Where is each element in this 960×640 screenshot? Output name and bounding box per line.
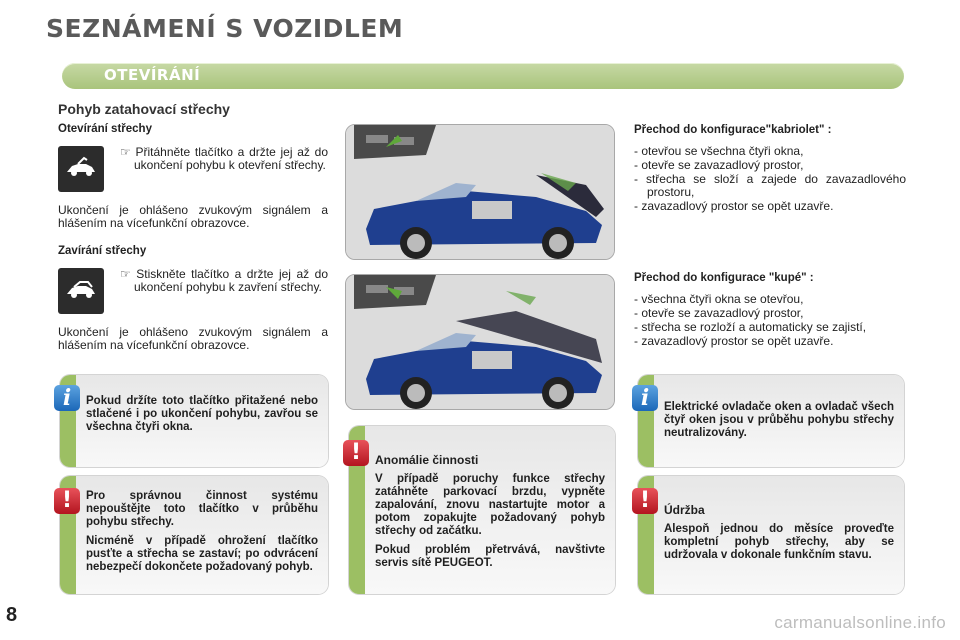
list-item: - otevřou se všechna čtyři okna, (634, 144, 804, 158)
list-item: - všechna čtyři okna se otevřou, (634, 292, 804, 306)
coupe-heading: Přechod do konfigurace "kupé" : (634, 272, 814, 284)
warning-note-middle-p1: V případě poruchy funkce střechy zatáhněte parkovací brzdu, vypněte zapalování, znovu nastartujte motor a potom zopakujte požadovaný pohyb střechy od začátku. (375, 473, 605, 537)
warning-note-right-title: Údržba (664, 503, 705, 517)
opening-note: Ukončení je ohlášeno zvukovým signálem a hlášením na vícefunkční obrazovce. (58, 203, 328, 230)
list-item: - zavazadlový prostor se opět uzavře. (634, 334, 834, 348)
car-closing-illustration (345, 274, 615, 410)
info-icon: i (632, 385, 658, 411)
opening-instruction: ☞ Přitáhněte tlačítko a držte jej až do ukončení pohybu k otevření střechy. (120, 145, 328, 172)
warning-note-middle-title: Anomálie činnosti (375, 453, 479, 467)
cabriolet-steps (634, 145, 906, 213)
section-label: OTEVÍRÁNÍ (104, 66, 201, 84)
warning-note-left-p1: Pro správnou činnost systému nepouštějte toto tlačítko v průběhu pohybu střechy. (86, 490, 318, 528)
info-icon: i (54, 385, 80, 411)
warning-note-middle-p2: Pokud problém přetrvává, navštivte servis sítě PEUGEOT. (375, 544, 605, 569)
page-number: 8 (6, 604, 18, 626)
info-note-right-text: Elektrické ovladače oken a ovladač všech čtyř oken jsou v průběhu pohybu střechy neutralizovány. (664, 401, 894, 439)
warning-note-middle (349, 426, 615, 594)
closing-heading: Zavírání střechy (58, 245, 147, 257)
coupe-steps (634, 293, 906, 348)
cabriolet-section (634, 124, 906, 214)
car-opening-illustration (345, 124, 615, 260)
warning-icon: ! (54, 488, 80, 514)
opening-heading: Otevírání střechy (58, 123, 152, 135)
watermark: carmanualsonline.info (774, 613, 946, 632)
warning-icon: ! (632, 488, 658, 514)
closing-instruction: ☞ Stiskněte tlačítko a držte jej až do ukončení pohybu k zavření střechy. (120, 267, 328, 294)
info-note-right (638, 375, 904, 467)
list-item: - zavazadlový prostor se opět uzavře. (634, 199, 834, 213)
warning-note-right-p1: Alespoň jednou do měsíce proveďte kompletní pohyb střechy, aby se udržovala v dokonale funkčním stavu. (664, 523, 894, 561)
section-banner (62, 63, 904, 89)
closing-note: Ukončení je ohlášeno zvukovým signálem a hlášením na vícefunkční obrazovce. (58, 325, 328, 352)
warning-icon: ! (343, 440, 369, 466)
list-item: - otevře se zavazadlový prostor, (634, 306, 804, 320)
list-item: - střecha se rozloží a automaticky se zajistí, (634, 320, 867, 334)
cabriolet-heading: Přechod do konfigurace"kabriolet" : (634, 124, 832, 136)
roof-open-button-icon (58, 146, 104, 192)
left-column (58, 122, 328, 366)
page-title: SEZNÁMENÍ S VOZIDLEM (46, 14, 404, 43)
roof-close-button-icon (58, 268, 104, 314)
coupe-section (634, 272, 906, 349)
main-title: Pohyb zatahovací střechy (58, 101, 230, 117)
info-note-left-text: Pokud držíte toto tlačítko přitažené nebo stlačené i po ukončení pohybu, zavřou se všechna čtyři okna. (86, 395, 318, 433)
warning-note-right (638, 476, 904, 594)
list-item: - otevře se zavazadlový prostor, (634, 158, 804, 172)
list-item: - střecha se složí a zajede do zavazadlového prostoru, (634, 172, 906, 199)
warning-note-left (60, 476, 328, 594)
warning-note-left-p2: Nicméně v případě ohrožení tlačítko pusťte a střecha se zastaví; po odvrácení nebezpečí dokončete požadovaný pohyb. (86, 535, 318, 573)
info-note-left (60, 375, 328, 467)
